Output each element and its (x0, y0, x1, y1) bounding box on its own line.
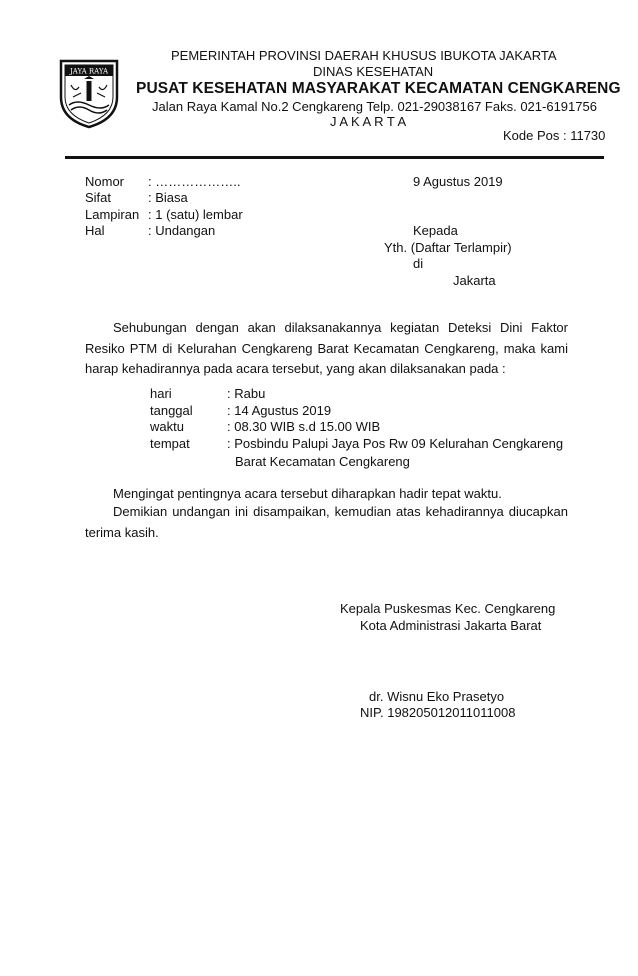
header-line1: PEMERINTAH PROVINSI DAERAH KHUSUS IBUKOTA JAKARTA (171, 48, 557, 63)
detail-waktu-value: : 08.30 WIB s.d 15.00 WIB (227, 419, 381, 434)
letter-date: 9 Agustus 2019 (413, 174, 503, 189)
body-paragraph-2: Mengingat pentingnya acara tersebut diharapkan hadir tepat waktu. (113, 486, 502, 501)
signature-title: Kepala Puskesmas Kec. Cengkareng (340, 601, 556, 616)
sifat-label: Sifat (85, 190, 112, 205)
hal-value: : Undangan (148, 223, 216, 238)
recipient-di: di (413, 256, 424, 271)
detail-tanggal-label: tanggal (150, 403, 193, 418)
header-city: J A K A R T A (330, 114, 407, 129)
signature-name: dr. Wisnu Eko Prasetyo (369, 689, 505, 704)
nomor-label: Nomor (85, 174, 125, 189)
header-line2: DINAS KESEHATAN (313, 64, 434, 79)
signature-nip: NIP. 198205012011011008 (360, 705, 516, 720)
detail-tempat-label: tempat (150, 436, 190, 451)
detail-tempat-continued: Barat Kecamatan Cengkareng (235, 454, 410, 469)
recipient-kepada: Kepada (413, 223, 458, 238)
recipient-yth: Yth. (Daftar Terlampir) (384, 240, 512, 255)
signature-organization: Kota Administrasi Jakarta Barat (360, 618, 542, 633)
header-rule-thick (65, 156, 604, 159)
header-address: Jalan Raya Kamal No.2 Cengkareng Telp. 021-29038167 Faks. 021-6191756 (152, 99, 597, 114)
jakarta-emblem-logo (57, 57, 121, 129)
body-paragraph-3: Demikian undangan ini disampaikan, kemudian atas kehadirannya diucapkan terima kasih. (85, 504, 568, 540)
lampiran-value: : 1 (satu) lembar (148, 207, 243, 222)
logo-text: JAYA RAYA (69, 67, 109, 76)
lampiran-label: Lampiran (85, 207, 140, 222)
detail-hari-value: : Rabu (227, 386, 266, 401)
recipient-city: Jakarta (453, 273, 496, 288)
hal-label: Hal (85, 223, 105, 238)
header-organization: PUSAT KESEHATAN MASYARAKAT KECAMATAN CENGKARENG (136, 80, 621, 97)
detail-waktu-label: waktu (150, 419, 184, 434)
detail-tanggal-value: : 14 Agustus 2019 (227, 403, 332, 418)
body-paragraph-1: Sehubungan dengan akan dilaksanakannya kegiatan Deteksi Dini Faktor Resiko PTM di Kelurahan Cengkareng Barat Kecamatan Cengkareng, maka kami harap kehadirannya pada acara tersebut, yang akan dilaksanakan pada : (85, 320, 568, 376)
detail-hari-label: hari (150, 386, 172, 401)
nomor-value: : ……………….. (148, 174, 241, 189)
detail-tempat-value: : Posbindu Palupi Jaya Pos Rw 09 Kelurahan Cengkareng (227, 436, 564, 451)
header-postal-code: Kode Pos : 11730 (503, 128, 606, 143)
sifat-value: : Biasa (148, 190, 188, 205)
